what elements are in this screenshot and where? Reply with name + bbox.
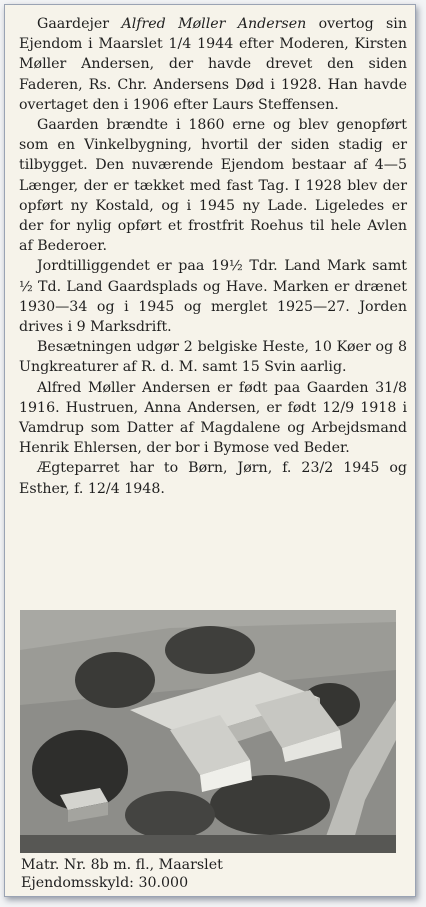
paragraph-buildings: Gaarden brændte i 1860 erne og blev genopført som en Vinkelbygning, hvortil der siden stadig er tilbygget. Den nuværende Ejendom bestaar af 4—5 Længer, der er tækket med fast Tag. I 1928 blev der opført ny Kostald, og i 1945 ny Lade. Ligeledes er der for nylig opført et frostfrit Roehus til hele Avlen af Bederoer. <box>19 117 407 255</box>
photo-caption <box>21 856 401 892</box>
paragraph-children: Ægteparret har to Børn, Jørn, f. 23/2 1945 og Esther, f. 12/4 1948. <box>19 460 407 497</box>
paragraph-family: Alfred Møller Andersen er født paa Gaarden 31/8 1916. Hustruen, Anna Andersen, er født 12/9 1918 i Vamdrup som Datter af Magdalene og Arbejdsmand Henrik Ehlersen, der bor i Bymose ved Beder. <box>19 379 407 457</box>
owner-rest: overtog sin Ejendom i Maarslet 1/4 1944 efter Moderen, Kirsten Møller Andersen, der havde drevet den siden Faderen, Rs. Chr. Andersens Død i 1928. Han havde overtaget den i 1906 efter Laurs Steffensen. <box>19 16 407 113</box>
article-body <box>19 14 407 499</box>
paragraph-owner <box>19 14 407 115</box>
caption-valuation: Ejendomsskyld: 30.000 <box>21 875 189 891</box>
document-card <box>4 4 416 897</box>
farm-aerial-photo <box>20 610 396 853</box>
paragraph-livestock: Besætningen udgør 2 belgiske Heste, 10 Køer og 8 Ungkreaturer af R. d. M. samt 15 Svin aarlig. <box>19 339 407 376</box>
owner-lead: Gaardejer <box>37 16 122 32</box>
paragraph-land: Jordtilliggendet er paa 19½ Tdr. Land Mark samt ½ Td. Land Gaardsplads og Have. Marken er drænet 1930—34 og i 1945 og merglet 1925—27. Jorden drives i 9 Marksdrift. <box>19 258 407 336</box>
caption-parcel: Matr. Nr. 8b m. fl., Maarslet <box>21 857 223 873</box>
farm-photo-illustration <box>20 610 396 853</box>
owner-name: Alfred Møller Andersen <box>121 16 307 32</box>
